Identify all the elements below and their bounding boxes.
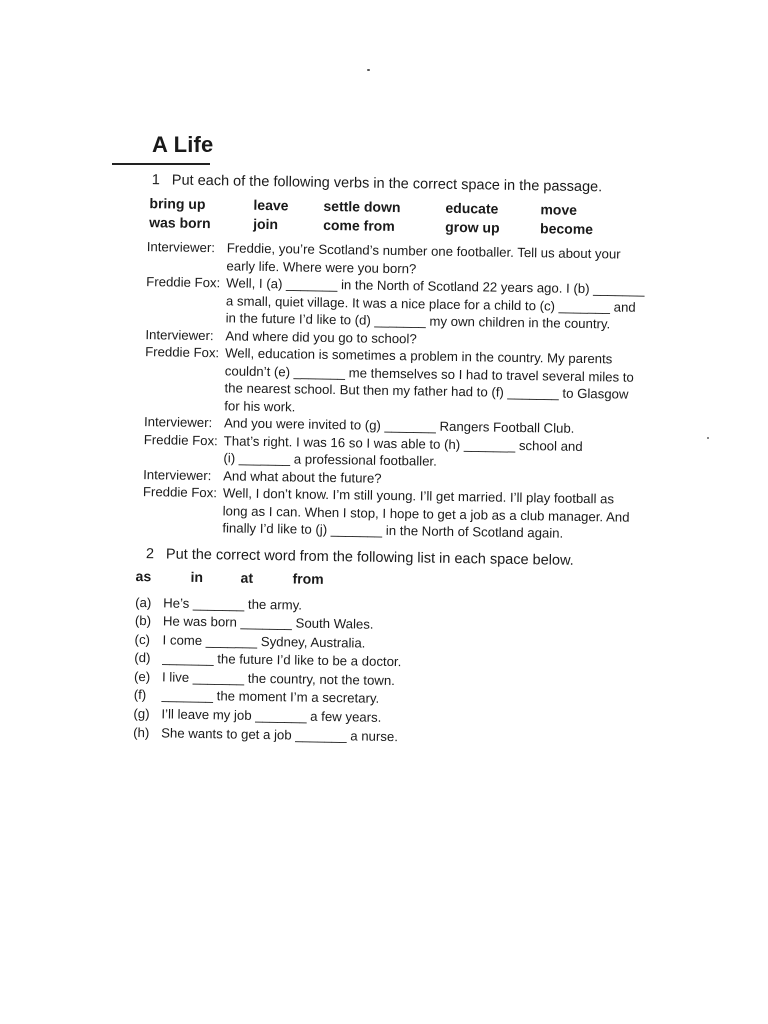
preposition-item: from (292, 569, 324, 587)
speech-line: And what about the future? (223, 467, 382, 486)
verb-item: become (540, 220, 594, 238)
speech-line: for his work. (224, 397, 296, 414)
verb-list (149, 194, 710, 241)
speech-text (224, 344, 707, 422)
page-title: A Life (152, 132, 214, 157)
speech-line: early life. Where were you born? (226, 257, 417, 276)
speaker-label: Interviewer: (146, 239, 216, 256)
item-text: He was born _______ South Wales. (162, 613, 374, 632)
speaker-label: Freddie Fox: (143, 431, 218, 448)
interview-dialogue (134, 238, 709, 544)
scan-speck (707, 437, 709, 439)
title-underline (112, 163, 210, 165)
verb-item: come from (323, 216, 395, 235)
speech-line: the nearest school. But then my father had to (f) _______ to Glasgow (224, 380, 629, 402)
exercise-2-number: 2 (145, 545, 155, 562)
exercise-2-instruction: Put the correct word from the following list in each space below. (165, 545, 574, 569)
item-text: I come _______ Sydney, Australia. (162, 632, 366, 651)
preposition-item: at (240, 569, 254, 586)
verb-item: leave (253, 196, 289, 214)
item-text: She wants to get a job _______ a nurse. (161, 725, 399, 744)
worksheet-body (131, 170, 710, 751)
speaker-label: Interviewer: (143, 466, 212, 483)
dialogue-turn (134, 483, 705, 544)
speech-line: Freddie, you’re Scotland’s number one footballer. Tell us about your (226, 240, 621, 262)
speech-line: finally I’d like to (j) _______ in the North of Scotland again. (222, 520, 564, 541)
item-text: _______ the future I’d like to be a doctor. (162, 650, 402, 670)
item-text: I’ll leave my job _______ a few years. (161, 706, 382, 725)
item-label: (c) (134, 631, 151, 647)
speaker-label: Freddie Fox: (146, 274, 221, 291)
verb-item: move (540, 201, 578, 218)
speech-line: Well, I don’t know. I’m still young. I’ll get married. I’ll play football as (222, 485, 615, 507)
speaker-label: Freddie Fox: (145, 344, 220, 361)
speech-line: Well, education is sometimes a problem in the country. My parents (225, 345, 613, 367)
item-label: (g) (133, 706, 150, 722)
speech-line: (i) _______ a professional footballer. (223, 450, 437, 469)
speech-text (222, 484, 705, 544)
scan-speck (367, 69, 370, 71)
speech-line: And you were invited to (g) _______ Rangers Football Club. (223, 415, 575, 436)
item-label: (f) (133, 687, 147, 703)
item-label: (h) (133, 724, 150, 740)
speech-line: Well, I (a) _______ in the North of Scotland 22 years ago. I (b) _______ (226, 275, 645, 297)
verb-item: settle down (323, 197, 401, 216)
verb-item: was born (149, 214, 211, 232)
speaker-label: Interviewer: (143, 414, 213, 431)
exercise-1-instruction: Put each of the following verbs in the correct space in the passage. (171, 172, 603, 196)
preposition-item: in (190, 568, 204, 585)
exercise-1-number: 1 (151, 172, 161, 189)
speaker-label: Freddie Fox: (142, 484, 218, 501)
preposition-item: as (135, 567, 152, 584)
item-label: (e) (133, 668, 151, 685)
item-label: (a) (135, 594, 152, 610)
speaker-label: Interviewer: (145, 326, 214, 343)
verb-item: educate (445, 199, 499, 217)
speech-text (226, 274, 709, 334)
exercise-2-items (131, 593, 703, 751)
item-label: (d) (134, 650, 151, 666)
speech-line: couldn’t (e) _______ me themselves so I had to travel several miles to (224, 362, 634, 385)
verb-item: join (253, 215, 279, 233)
item-text: I live _______ the country, not the town. (161, 669, 396, 688)
speech-line: a small, quiet village. It was a nice place for a child to (c) _______ and (225, 292, 636, 315)
item-text: _______ the moment I’m a secretary. (161, 687, 380, 707)
item-label: (b) (134, 613, 152, 629)
verb-item: bring up (149, 195, 206, 213)
speech-line: in the future I’d like to (d) _______ my own children in the country. (225, 310, 611, 332)
speech-line: And where did you go to school? (225, 327, 417, 346)
item-text: He’s _______ the army. (163, 594, 303, 613)
speech-line: long as I can. When I stop, I hope to get a job as a club manager. And (222, 502, 630, 525)
dialogue-turn (136, 343, 707, 422)
speech-line: That’s right. I was 16 so I was able to (h) _______ school and (223, 432, 583, 454)
verb-item: grow up (445, 218, 500, 236)
dialogue-turn (138, 273, 709, 334)
